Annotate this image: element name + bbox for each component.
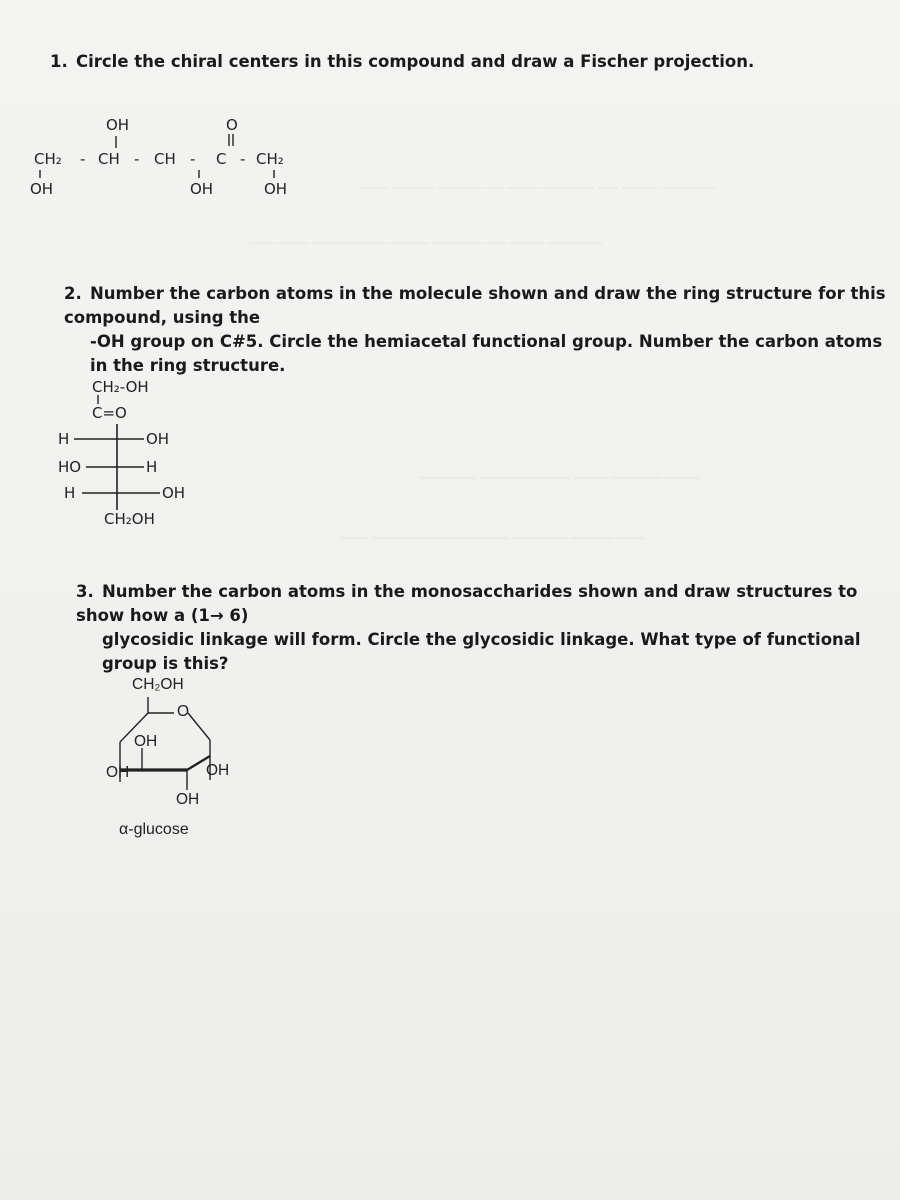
s1-dash-2: - xyxy=(134,150,140,168)
s1-chain-3: CH xyxy=(154,150,176,168)
s1-bottom-oh-2: OH xyxy=(190,180,214,198)
s2-row-2-left: HO xyxy=(58,458,82,476)
s3-oh-bottom: OH xyxy=(176,791,200,808)
s3-ring-o: O xyxy=(177,703,190,720)
question-3-number: 3. xyxy=(76,582,94,601)
bleed-through-2: ~~~ ~~~~~ ~~~~~~~~~~ ~~~~~~ ~~~~~~~ ~~~ ~~~~~ ~~~~~~~~ xyxy=(250,235,604,250)
s1-bottom-oh-3: OH xyxy=(264,180,288,198)
s1-dash-3: - xyxy=(190,150,196,168)
s1-chain-4: C xyxy=(216,150,227,168)
question-2-line-2: -OH group on C#5. Circle the hemiacetal functional group. Number the carbon atoms in the ring structure. xyxy=(90,332,883,375)
s2-row-3-left: H xyxy=(64,484,76,502)
question-2-number: 2. xyxy=(64,284,82,303)
s2-row-3-right: OH xyxy=(162,484,186,502)
s3-ch2oh: CH₂OH xyxy=(132,676,184,693)
bleed-through-1: ~~~~ ~~~~~~ ~~~~~~~ ~~ ~~~~ ~~~~~~~~ ~~~ ~~~~~ ~~~~~~~~ xyxy=(360,180,717,195)
s3-name: α-glucose xyxy=(119,821,189,838)
s1-top-oh: OH xyxy=(106,116,130,134)
question-3-line-1: Number the carbon atoms in the monosaccharides shown and draw structures to show how a (1→ 6) xyxy=(76,582,858,625)
s3-oh-top: OH xyxy=(134,733,158,750)
s2-row-1-right: OH xyxy=(146,430,170,448)
s2-carbonyl: C=O xyxy=(92,404,127,422)
bleed-through-4: ~~~~ ~~~~~~~~~~~~~ ~~~~~~ ~~~~~~~~ ~~~~~~ ~~~~ xyxy=(340,530,645,545)
bleed-through-3: ~~~~~~~~ ~~ ~~~ ~~~~~~~ ~~~~~ ~~~~~~~ ~~~~~ xyxy=(420,470,700,485)
question-1-number: 1. xyxy=(50,52,68,71)
s1-chain-2: CH xyxy=(98,150,120,168)
s1-dash-1: - xyxy=(80,150,86,168)
question-3-line-2: glycosidic linkage will form. Circle the glycosidic linkage. What type of functional group is this? xyxy=(102,630,861,673)
s1-dash-4: - xyxy=(240,150,246,168)
s2-bottom: CH₂OH xyxy=(104,510,155,528)
s1-bottom-oh-1: OH xyxy=(30,180,54,198)
s1-chain-1: CH₂ xyxy=(34,150,62,168)
s1-chain-5: CH₂ xyxy=(256,150,284,168)
s3-oh-right: OH xyxy=(206,762,230,779)
question-1-text: Circle the chiral centers in this compound and draw a Fischer projection. xyxy=(76,52,755,71)
s3-oh-left: OH xyxy=(106,764,130,781)
question-2-line-1: Number the carbon atoms in the molecule shown and draw the ring structure for this compound, using the xyxy=(64,284,886,327)
s1-top-o: O xyxy=(226,116,238,134)
s2-top: CH₂-OH xyxy=(92,378,149,396)
s2-row-1-left: H xyxy=(58,430,70,448)
s2-row-2-right: H xyxy=(146,458,158,476)
